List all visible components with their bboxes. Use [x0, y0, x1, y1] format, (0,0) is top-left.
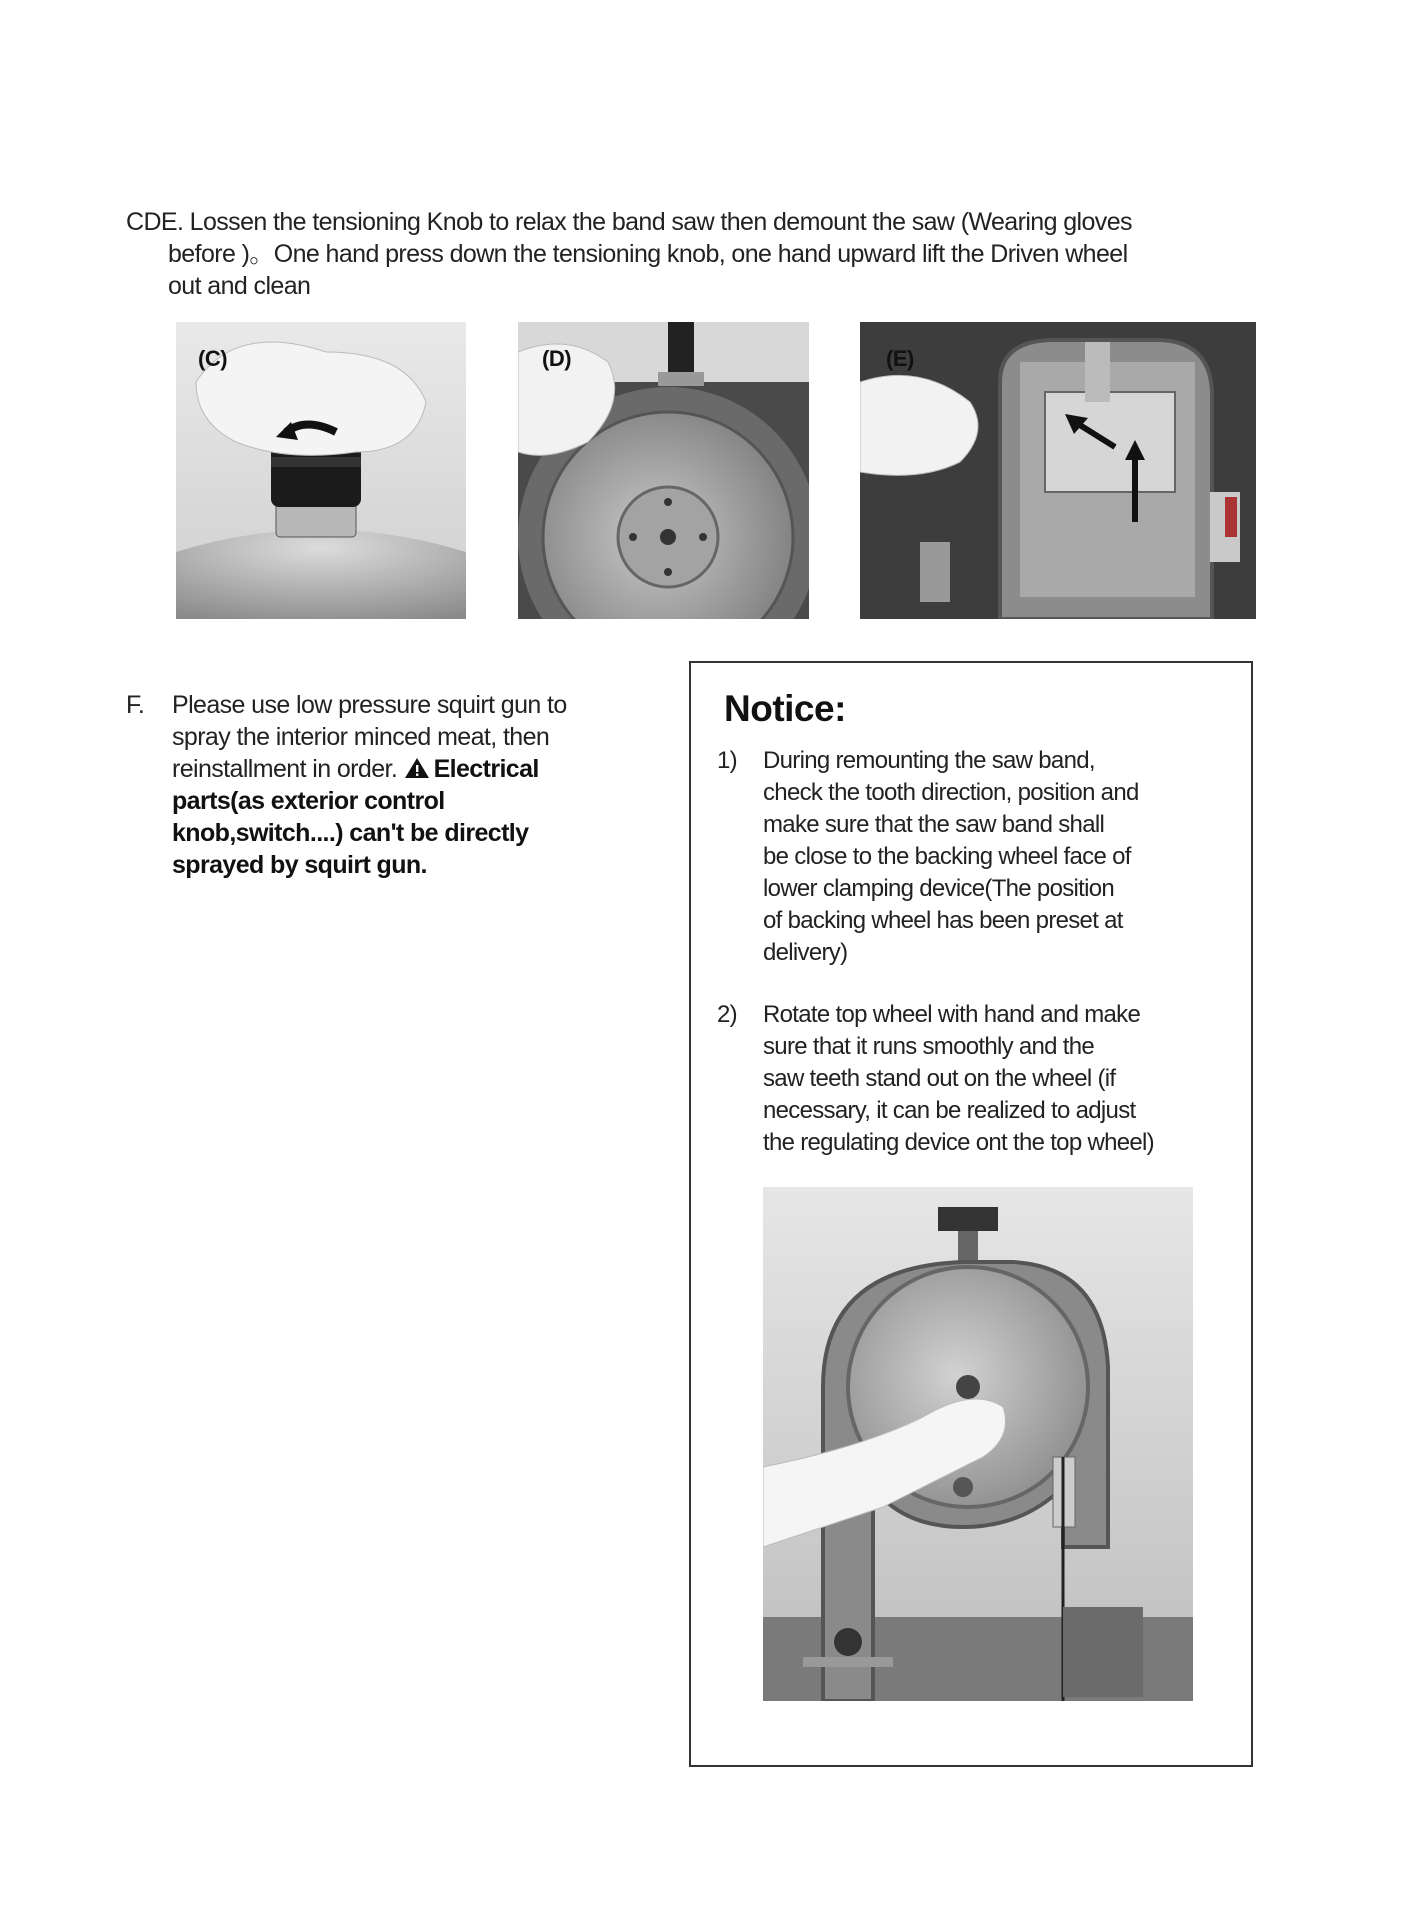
f-line-1: Please use low pressure squirt gun to	[172, 691, 567, 719]
notice-item-1-line: delivery)	[763, 939, 848, 966]
notice-item-2-line: saw teeth stand out on the wheel (if	[763, 1065, 1116, 1092]
photo-c-tension-knob	[176, 322, 466, 619]
notice-item-1-line: During remounting the saw band,	[763, 747, 1095, 774]
notice-item-2	[717, 999, 1237, 1159]
notice-item-1-number: 1)	[717, 747, 737, 774]
notice-item-2-text	[763, 999, 1237, 1159]
photo-c-label: (C)	[198, 346, 228, 371]
notice-item-1-line: check the tooth direction, position and	[763, 779, 1139, 806]
f-marker: F.	[126, 691, 145, 719]
cde-line-1: CDE. Lossen the tensioning Knob to relax the band saw then demount the saw (Wearing gloves	[126, 208, 1132, 236]
f-warn-1: Electrical	[433, 755, 539, 783]
notice-item-2-line: Rotate top wheel with hand and make	[763, 1001, 1141, 1028]
f-warn-3: knob,switch....) can't be directly	[172, 819, 529, 847]
notice-item-2-line: sure that it runs smoothly and the	[763, 1033, 1095, 1060]
cde-line-3: out and clean	[168, 272, 311, 300]
photo-top-wheel-rotation	[763, 1187, 1193, 1701]
notice-item-1-line: of backing wheel has been preset at	[763, 907, 1123, 934]
f-warn-4: sprayed by squirt gun.	[172, 851, 427, 879]
f-body	[172, 689, 646, 881]
notice-title: Notice:	[724, 688, 846, 729]
notice-item-1-line: make sure that the saw band shall	[763, 811, 1105, 838]
notice-item-1-text	[763, 745, 1237, 969]
photo-d-driven-wheel	[518, 322, 809, 619]
f-line-3-row	[172, 753, 646, 785]
notice-item-2-line: the regulating device ont the top wheel)	[763, 1129, 1154, 1156]
f-line-2: spray the interior minced meat, then	[172, 723, 550, 751]
photo-e-housing	[860, 322, 1256, 619]
photo-e-image	[860, 322, 1256, 619]
notice-item-1-line: lower clamping device(The position	[763, 875, 1115, 902]
f-line-3: reinstallment in order.	[172, 755, 398, 783]
notice-item-1-line: be close to the backing wheel face of	[763, 843, 1131, 870]
photo-e-label: (E)	[886, 346, 914, 371]
notice-item-2-line: necessary, it can be realized to adjust	[763, 1097, 1136, 1124]
photo-d-label: (D)	[542, 346, 572, 371]
f-warn-2: parts(as exterior control	[172, 787, 445, 815]
notice-item-1	[717, 745, 1237, 969]
cde-instruction	[126, 206, 1266, 302]
warning-icon	[404, 757, 430, 779]
notice-item-2-number: 2)	[717, 1001, 737, 1028]
notice-box	[689, 661, 1253, 1767]
cde-line-2: before )。One hand press down the tensioning knob, one hand upward lift the Driven wheel	[168, 240, 1128, 268]
f-instruction	[126, 689, 646, 881]
photo-f-image	[763, 1187, 1193, 1701]
